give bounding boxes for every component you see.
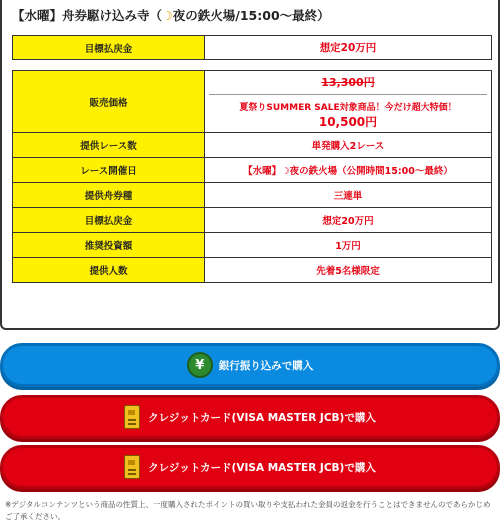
moon-icon: ☽ xyxy=(162,9,173,23)
disclaimer-note: ※デジタルコンテンツという商品の性質上、一度購入されたポイントの買い取りや支払われた金員の返金を行うことはできませんのであらかじめご了承ください。 xyxy=(5,500,491,521)
row-label: 提供人数 xyxy=(13,258,205,283)
credit-card-button[interactable] xyxy=(0,395,500,439)
table-row xyxy=(13,258,492,283)
title-prefix: 【水曜】舟券駆け込み寺（ xyxy=(12,8,163,23)
row-label: 提供レース数 xyxy=(13,133,205,158)
table-row xyxy=(13,158,492,183)
row-label: 目標払戻金 xyxy=(13,208,205,233)
price-label: 販売価格 xyxy=(13,71,205,133)
table-row xyxy=(13,233,492,258)
product-title xyxy=(12,5,330,27)
row-value: 【水曜】☽夜の鉄火場（公開時間15:00〜最終） xyxy=(205,158,492,183)
row-value: 1万円 xyxy=(205,233,492,258)
summary-label: 目標払戻金 xyxy=(13,36,205,60)
original-price: 13,300円 xyxy=(209,74,487,95)
summary-value: 想定20万円 xyxy=(205,36,492,60)
row-value: 想定20万円 xyxy=(205,208,492,233)
row-value: 三連単 xyxy=(205,183,492,208)
table-row xyxy=(13,133,492,158)
money-bag-icon: ¥ xyxy=(187,352,213,378)
price-cell xyxy=(205,71,492,133)
row-label: 推奨投資額 xyxy=(13,233,205,258)
table-row xyxy=(13,71,492,133)
details-table xyxy=(12,70,492,283)
row-value: 先着5名様限定 xyxy=(205,258,492,283)
credit-card-button-2[interactable] xyxy=(0,445,500,489)
row-value: 単発購入2レース xyxy=(205,133,492,158)
promo-text: 夏祭りSUMMER SALE対象商品！今だけ超大特価！ xyxy=(239,102,457,113)
title-suffix: 夜の鉄火場/15:00〜最終） xyxy=(172,8,330,23)
row-label: 提供舟券種 xyxy=(13,183,205,208)
bank-button-label: 銀行振り込みで購入 xyxy=(218,359,314,372)
credit-card-icon xyxy=(124,405,140,429)
table-row xyxy=(13,208,492,233)
card-button-label: クレジットカード(VISA MASTER JCB)で購入 xyxy=(148,411,376,424)
bank-transfer-button[interactable] xyxy=(0,343,500,387)
summary-table xyxy=(12,35,492,60)
table-row xyxy=(13,36,492,60)
credit-card-icon xyxy=(124,455,140,479)
sale-price: 10,500円 xyxy=(318,114,378,129)
row-label: レース開催日 xyxy=(13,158,205,183)
card-button-label: クレジットカード(VISA MASTER JCB)で購入 xyxy=(148,461,376,474)
table-row xyxy=(13,183,492,208)
